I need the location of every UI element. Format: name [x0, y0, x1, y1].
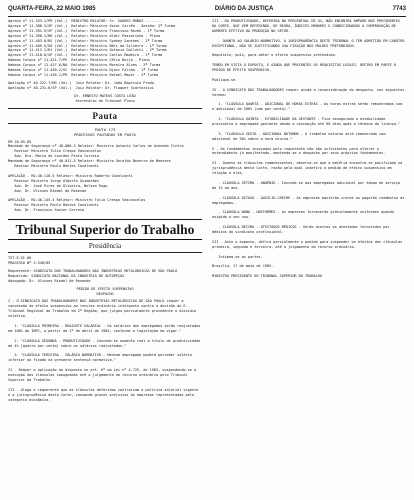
pauta-subheading: PAUTA 173 PROCESSOS PAUTADOS EM PAUTA [74, 126, 136, 137]
pauta-items: Mandado de Segurança nº 40.000-3 Relator: Ministro Antonio Carlos de Azevedo Cintra Revisor Ministro Tulio Crespo Vasconcelos Adv. Dra. Maria de Lourdes Pinto Correia Mandado de Segurança nº 40.011-5 Relator: Ministro Geraldo Bezerra de Menezes Revisor Ministro Paulo Bentes Cavalcanti APELAÇÃO - RO-40.118-5 Relator: Ministro Roberto Cavalcanti Revisor Ministro Jorge Alberto Guimarães Adv. Dr. José Pires de Oliveira, Nelson Rugo Adv. Dr. Ulisses Riedel de Resende APELAÇÃO - RO-40.145-4 Relator: Ministro Tulio Crespo Vasconcelos Revisor Ministro Paulo Bentes Cavalcanti Adv. Dr. Francisco Xavier Correia [8, 144, 184, 213]
header-date: QUARTA-FEIRA, 22 MAIO 1985 [8, 6, 96, 12]
right-column-text: III - DA PRODUTIVIDADE, DEFERIDA NO PERCENTUAL DE 4%, NÃO ENCONTRA AMPARO NOS PRECEDENTES DA CORTE, QUE VEM DEFERINDO, DE REGRA, ÍNDICES MENORES E CONDICIONADOS À COMPROVAÇÃO DE AUMENTO EFETIVO DA PRODUÇÃO NO SETOR. - QUANTO AO SALÁRIO NORMATIVO, A JURISPRUDÊNCIA DESTE TRIBUNAL O TEM ADMITIDO EM CARÁTER EXCEPCIONAL, NÃO SE JUSTIFICANDO SUA FIXAÇÃO NOS MOLDES PRETENDIDOS. Requisito, pois, para obter o efeito suspensivo pretendido. TENDO EM VISTA O EXPOSTO, E AINDA QUE PRESENTES OS REQUISITOS LEGAIS, DEFIRO EM PARTE O PEDIDO DE EFEITO SUSPENSIVO. Publique-se. IV - O SINDICATO DOS TRABALHADORES requer ainda a reconsideração do despacho, nos seguintes termos: 1. "CLÁUSULA QUARTA - ADICIONAL DE HORAS EXTRAS - As horas extras serão remuneradas com o adicional de 100% (cem por cento)." 2. "CLÁUSULA QUINTA - ESTABILIDADE DA GESTANTE - Fica assegurada a estabilidade provisória à empregada gestante desde a concepção até 60 dias após o término da licença." 3. "CLÁUSULA SEXTA - ADICIONAL NOTURNO - O trabalho noturno será remunerado com adicional de 50% sobre a hora diurna." V - Os fundamentos invocados pelo requerente não são suficientes para alterar o entendimento já manifestado, mantendo-se o despacho por seus próprios fundamentos. VI - Quanto às cláusulas remanescentes, observa-se que a matéria encontra-se pacificada na jurisprudência desta Corte, razão pela qual indefiro o pedido de efeito suspensivo em relação a elas. - CLÁUSULA SÉTIMA - ANUÊNIO - Concede-se aos empregados adicional por tempo de serviço de 1% ao ano. - CLÁUSULA OITAVA - AUXÍLIO-CRECHE - As empresas manterão creche ou pagarão reembolso às empregadas. - CLÁUSULA NONA - UNIFORMES - As empresas fornecerão gratuitamente uniformes quando exigido o seu uso. - CLÁUSULA DÉCIMA - ATESTADOS MÉDICOS - Serão aceitos os atestados fornecidos por médicos do sindicato profissional. VII - Ante o exposto, defiro parcialmente o pedido para suspender os efeitos das cláusulas primeira, segunda e terceira, até o julgamento do recurso ordinário. Intimem-se as partes. Brasília, 17 de maio de 1985. MINISTRO PRESIDENTE DO TRIBUNAL SUPERIOR DO TRABALHO [212, 19, 405, 279]
case-list: Agravo nº 11.353-1/PR (Vol.) MINISTRO RELATOR: Sr. SOARES MUÑOZ ........ Agravo nº 11.388-3/SP (Vol.) Relator: Ministro Oscar Corrêa - Sessão: 2ª Turma Agravo nº 11.391-9/SP (Vol.) Relator: Ministro Francisco Rezek - 1ª Turma Agravo nº 11.398-1/MG (Vol.) Relator: Ministro Aldir Passarinho - Pleno Agravo nº 11.403-6/RS (Vol.) Relator: Ministro Sydney Sanches - 2ª Turma Agravo nº 11.409-5/GO (Vol.) Relator: Ministro Néri da Silveira - 1ª Turma Agravo nº 11.412-1/RJ (Vol.) Relator: Ministro Octavio Gallotti - 2ª Turma Agravo nº 11.418-0/SP (Vol.) Relator: Ministro Carlos Madeira - 1ª Turma Habeas Corpus nº 11.421-7/PE Relator: Ministro Célio Borja - Pleno Habeas Corpus nº 11.427-6/BA Relator: Ministro Moreira Alves - 2ª Turma Habeas Corpus nº 11.430-2/SC Relator: Ministro Djaci Falcão - 1ª Turma Habeas Corpus nº 11.436-1/PR Relator: Ministro Rafael Mayer - 2ª Turma [8, 19, 175, 77]
running-header [8, 6, 406, 17]
header-publication: DIÁRIO DA JUSTIÇA [214, 6, 274, 12]
gazette-page [8, 6, 406, 496]
appeals-list: Apelação nº 40.222-7/MG (Vol.) Juiz Relator: Dr. João Baptista Prado Apelação nº 40.231-6/SP (Vol.) Juiz Relator: Dr. Flaquer Scartezzini [8, 80, 154, 90]
despacho-title: PEDIDO DE EFEITO SUSPENSIVO [76, 286, 134, 291]
right-column [212, 19, 406, 402]
process-id: TST-E-XI-00 PROCESSO Nº 3.548/85 [8, 256, 51, 265]
despacho-body: I - O SINDICATO DOS TRABALHADORES NAS INDÚSTRIAS METALÚRGICAS DE SÃO PAULO requer a concessão de efeito suspensivo ao recurso ordinário interposto contra a decisão do E. Tribunal Regional do Trabalho da 2ª Região, que julgou parcialmente procedente o dissídio coletivo. 1. "CLÁUSULA PRIMEIRA - REAJUSTE SALARIAL - Os salários dos empregados serão reajustados em 100% do INPC, a partir de 1º de abril de 1985, conforme a legislação em vigor." 2. "CLÁUSULA SEGUNDA - PRODUTIVIDADE - Concede-se aumento real a título de produtividade de 4% (quatro por cento) sobre os salários reajustados." 3. "CLÁUSULA TERCEIRA - SALÁRIO NORMATIVO - Nenhum empregado poderá perceber salário inferior ao fixado na presente sentença normativa." II - Requer a aplicação do disposto no art. 6º da Lei nº 4.725, de 1965, suspendendo-se a execução das cláusulas impugnadas até o julgamento do recurso ordinário pelo Tribunal Superior do Trabalho. III - Alega o requerente que as cláusulas deferidas contrariam a política salarial vigente e a jurisprudência desta Corte, causando graves prejuízos às empresas representadas pela categoria econômica. [8, 299, 201, 402]
process-parties: Requerente: SINDICATO DOS TRABALHADORES NAS INDÚSTRIAS METALÚRGICAS DE SÃO PAULO Requerido: SINDICATO NACIONAL DA INDÚSTRIA DE AUTOPEÇAS Advogado: Dr. Ulisses Riedel de Resende [8, 268, 178, 283]
court-title: Tribunal Superior do Trabalho [8, 219, 202, 240]
despacho-label: DESPACHO [96, 291, 114, 296]
left-column [8, 19, 202, 402]
section-title: Presidência [8, 242, 202, 253]
two-column-body [8, 19, 406, 402]
session-date: EM 28.05.85 [8, 139, 32, 144]
pauta-heading: Pauta [8, 108, 202, 124]
secretary-signature: Dr. ERNESTO MATEUS COSTA LEÃO Secretário do Tribunal Pleno [74, 93, 136, 103]
header-page-number: 7743 [392, 6, 406, 12]
